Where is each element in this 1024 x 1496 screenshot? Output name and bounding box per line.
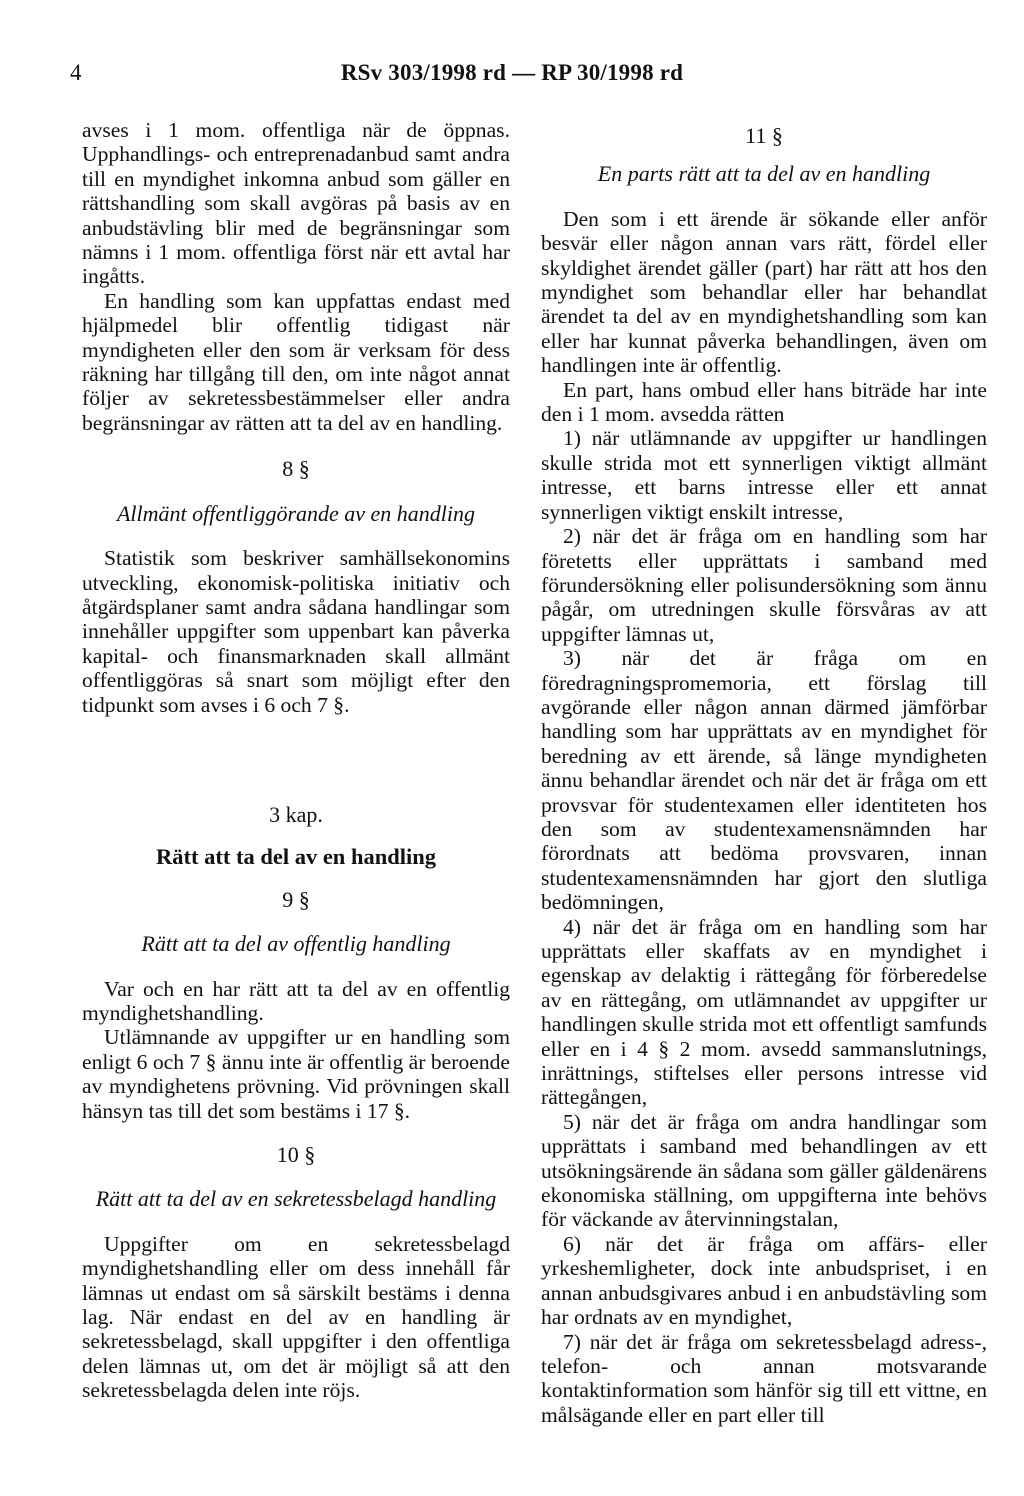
right-column — [541, 124, 987, 1427]
list-item: 1) när utlämnande av uppgifter ur handlingen skulle strida mot ett synnerligen viktigt allmänt intresse, ett barns intresse eller ett annat synnerligen viktigt enskilt intresse, — [541, 426, 987, 524]
section-number: 9 § — [282, 886, 310, 912]
running-header: RSv 303/1998 rd — RP 30/1998 rd — [340, 60, 684, 85]
paragraph: En part, hans ombud eller hans biträde har inte den i 1 mom. avsedda rätten — [541, 377, 987, 427]
section-number: 11 § — [745, 123, 783, 148]
chapter-title: Rätt att ta del av en handling — [155, 844, 437, 870]
section-title: Rätt att ta del av offentlig handling — [141, 931, 451, 957]
section-title: En parts rätt att ta del av en handling — [597, 161, 931, 187]
paragraph: Statistik som beskriver samhällsekonomins utveckling, ekonomisk-politiska initiativ och åtgärdsplaner samt andra sådana handlingar som innehåller uppgifter som uppenbart kan påverka kapital- och finansmarknaden skall allmänt offentliggöras så snart som möjligt efter den tidpunkt som avses i 6 och 7 §. — [82, 546, 510, 717]
section-number: 10 § — [276, 1142, 316, 1167]
paragraph: avses i 1 mom. offentliga när de öppnas. Upphandlings- och entreprenadanbud samt andra till en myndighet inkomna anbud som gäller en rättshandling som skall avgöras på basis av en anbudstävling blir med de begränsningar som nämns i 1 mom. offentliga först när ett avtal har ingåtts. — [82, 118, 510, 289]
left-column — [82, 118, 510, 1403]
section-title: Allmänt offentliggörande av en handling — [116, 500, 476, 526]
list-item: 6) när det är fråga om affärs- eller yrkeshemligheter, dock inte anbudspriset, i en annan anbudsgivares anbud i en anbudstävling som har ordnats av en myndighet, — [541, 1231, 987, 1330]
paragraph: Den som i ett ärende är sökande eller anför besvär eller någon annan vars rätt, fördel eller skyldighet ärendet gäller (part) har rätt att hos den myndighet som behandlar eller har behandlat ärendet ta del av en myndighetshandling som kan eller har kunnat påverka behandlingen, även om handlingen inte är offentlig. — [541, 206, 987, 378]
list-item: 4) när det är fråga om en handling som har upprättats eller skaffats av en myndighet i egenskap av delaktig i rättegång för förberedelse av en rättegång, om utlämnandet av uppgifter ur handlingen skulle strida mot ett offentligt samfunds eller en i 4 § 2 mom. avsedd sammanslutnings, inrättnings, stiftelses eller persons intresse vid rättegången, — [541, 914, 987, 1110]
list-item: 3) när det är fråga om en föredragningspromemoria, ett förslag till avgörande eller någon annan därmed jämförbar handling som har upprättats av en myndighet för beredning av ett ärende, så länge myndigheten ännu behandlar ärendet och när det är fråga om ett provsvar för studentexamen eller identiteten hos den som av studentexamensnämnden har förordnats att bedöma provsvaren, innan studentexamensnämnden har gjort den slutliga bedömningen, — [541, 646, 987, 915]
section-number: 8 § — [282, 456, 310, 482]
list-item: 5) när det är fråga om andra handlingar som upprättats i samband med behandlingen av ett utsökningsärende än sådana som gäller gäldenärens ekonomiska ställning, om uppgifterna inte behövs för väckande av återvinningstalan, — [541, 1109, 987, 1232]
list-item: 7) när det är fråga om sekretessbelagd adress-, telefon- och annan motsvarande kontaktinformation som hänför sig till ett vittne, en målsägande eller en part eller till — [541, 1329, 987, 1427]
paragraph: Utlämnande av uppgifter ur en handling som enligt 6 och 7 § ännu inte är offentlig är beroende av myndighetens prövning. Vid prövningen skall hänsyn tas till det som bestäms i 17 §. — [82, 1025, 510, 1123]
chapter-number: 3 kap. — [269, 801, 323, 827]
paragraph: En handling som kan uppfattas endast med hjälpmedel blir offentlig tidigast när myndigheten eller den som är verksam för dess räkning har tillgång till den, om inte något annat följer av sekretessbestämmelser eller andra begränsningar av rätten att ta del av en handling. — [82, 288, 510, 435]
list-item: 2) när det är fråga om en handling som har företetts eller upprättats i samband med förundersökning eller polisundersökning som ännu pågår, om utredningen skulle försvåras av att uppgifter lämnas ut, — [541, 524, 987, 646]
paragraph: Var och en har rätt att ta del av en offentlig myndighetshandling. — [82, 976, 510, 1025]
page-number: 4 — [70, 60, 82, 85]
section-title: Rätt att ta del av en sekretessbelagd handling — [95, 1186, 497, 1212]
paragraph: Uppgifter om en sekretessbelagd myndighetshandling eller om dess innehåll får lämnas ut endast om så särskilt bestäms i denna lag. När endast en del av en handling är sekretessbelagd, skall uppgifter i den offentliga delen lämnas ut, om det är möjligt så att den sekretessbelagda delen inte röjs. — [82, 1231, 510, 1403]
